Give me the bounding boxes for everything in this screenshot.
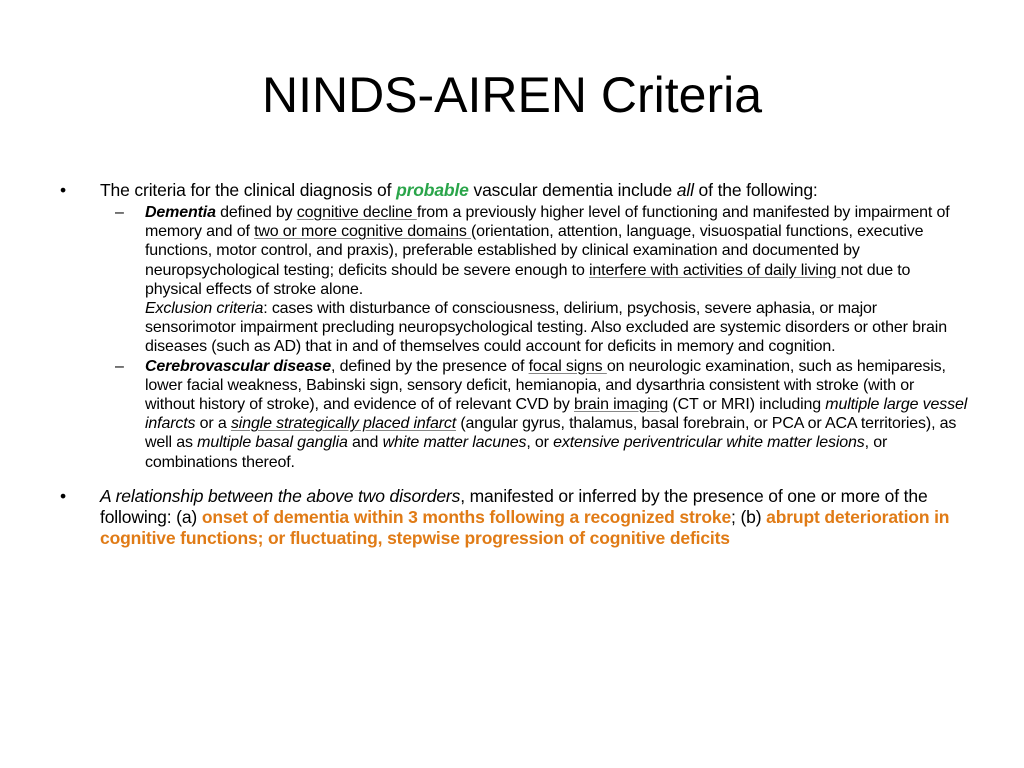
text: (angular gyrus, thalamus, basal forebrain, or PCA or ACA territories), as well as [145, 415, 957, 452]
bullet-relationship [58, 486, 968, 549]
cognitive-decline-underlined: cognitive decline [296, 204, 417, 221]
bullet-marker: • [60, 485, 66, 506]
text: of the following: [693, 180, 818, 200]
text: defined by [215, 204, 297, 221]
text: vascular dementia include [468, 180, 677, 200]
text: and [347, 434, 383, 452]
slide-body [58, 180, 968, 549]
dementia-term: Dementia [145, 204, 216, 221]
periventricular-lesions: extensive periventricular white matter lesions [553, 434, 865, 452]
dash-marker: – [115, 204, 124, 221]
text: The criteria for the clinical diagnosis of [100, 180, 397, 200]
exclusion-criteria-term: Exclusion criteria [145, 300, 264, 318]
basal-ganglia: multiple basal ganglia [197, 434, 348, 452]
dash-marker: – [115, 357, 124, 375]
cerebrovascular-term: Cerebrovascular disease [145, 357, 331, 375]
text: , manifested or inferred by the presence of one or more of the following: (a) [100, 485, 928, 527]
slide-title: NINDS-AIREN Criteria [261, 67, 763, 123]
text: not due to physical effects of stroke alone. [145, 261, 911, 298]
text: on neurologic examination, such as hemiparesis, lower facial weakness, Babinski sign, sensory deficit, hemianopia, and dysarthria consistent with stroke (with or without history of stroke), and evidence of of relevant CVD by [145, 357, 946, 414]
bullet-marker: • [60, 180, 66, 200]
probable-emphasis: probable [396, 180, 469, 200]
daily-living-underlined: interfere with activities of daily living [589, 261, 841, 279]
onset-highlight: onset of dementia within 3 months following a recognized stroke [201, 506, 732, 527]
focal-signs-underlined: focal signs [528, 357, 607, 375]
text: (orientation, attention, language, visuospatial functions, executive functions, motor control, and praxis), preferable established by clinical examination and documented by neuropsychological testing; deficits should be severe enough to [145, 223, 924, 279]
deterioration-highlight: abrupt deterioration in cognitive functions; or fluctuating, stepwise progression of cognitive deficits [100, 506, 950, 548]
text: ; (b) [731, 506, 767, 527]
large-vessel-infarcts: multiple large vessel infarcts [145, 396, 968, 433]
text: , or combinations thereof. [145, 434, 888, 471]
text: from a previously higher level of functioning and manifested by impairment of memory and of [145, 204, 950, 241]
text: , defined by the presence of [331, 357, 529, 375]
text: (CT or MRI) including [668, 396, 826, 414]
sub-item-cerebrovascular [100, 357, 968, 472]
text: or a [195, 415, 231, 433]
white-matter-lacunes: white matter lacunes [382, 434, 527, 452]
text: , or [526, 434, 554, 452]
relationship-term: A relationship between the above two disorders [100, 485, 461, 506]
sub-item-dementia [100, 203, 968, 357]
strategic-infarct-underlined: single strategically placed infarct [230, 415, 457, 433]
brain-imaging-underlined: brain imaging [574, 396, 669, 414]
sub-list [100, 203, 968, 472]
all-emphasis: all [676, 180, 694, 200]
cognitive-domains-underlined: two or more cognitive domains [254, 223, 471, 241]
bullet-criteria-intro [58, 180, 968, 472]
text: : cases with disturbance of consciousness, delirium, psychosis, severe aphasia, or major sensorimotor impairment precluding neuropsychological testing. Also excluded are systemic disorders or other brain diseases (such as AD) that in and of themselves could account for deficits in memory and cognition. [145, 300, 947, 356]
